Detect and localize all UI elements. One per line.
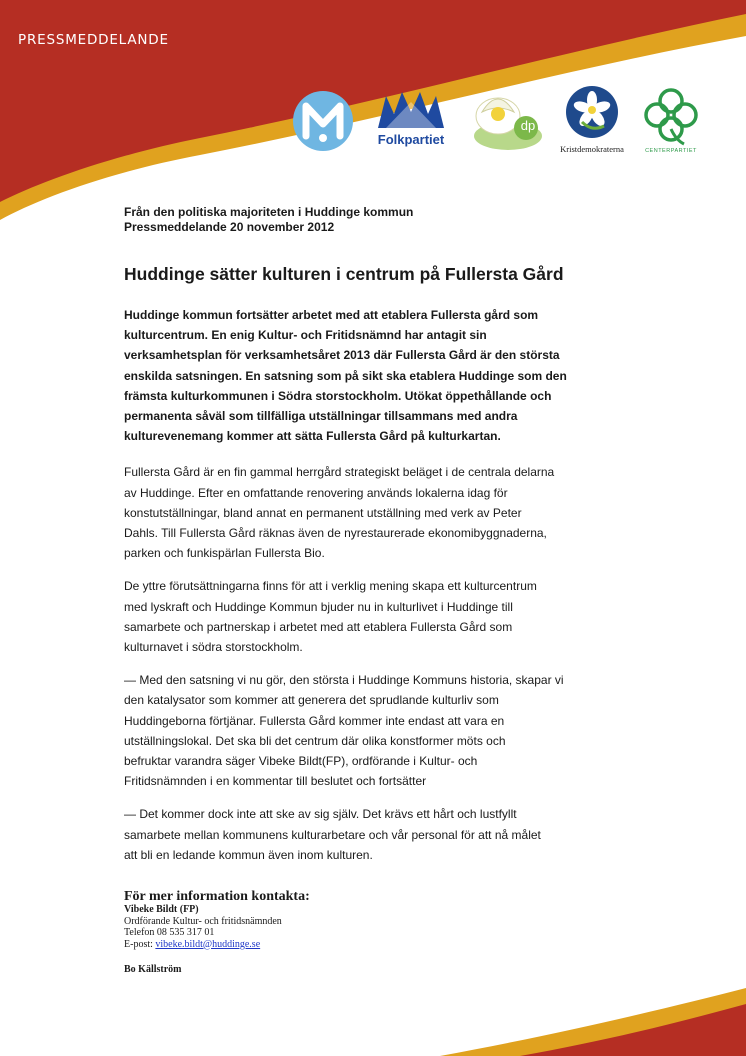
body-paragraph-3: — Med den satsning vi nu gör, den största i Huddinge Kommuns historia, skapar vi den katalysator som kommer att generera det sprudlande kulturliv som Huddingeborna förtjänar. Fullersta Gård kommer inte endast att vara en utställningslokal. Det ska bli det centrum där olika konstformer möts och befruktar varandra säger Vibeke Bildt(FP), ordförande i Kultur- och Fritidsnämnden i en kommentar till beslutet och fortsätter bbox=[124, 673, 564, 789]
contact-title: Ordförande Kultur- och fritidsnämnden bbox=[124, 915, 282, 927]
source-line: Från den politiska majoriteten i Huddinge kommun bbox=[124, 205, 414, 219]
header-label: PRESSMEDDELANDE bbox=[18, 32, 169, 48]
centerpartiet-clover-logo-icon bbox=[640, 84, 702, 160]
kristdemokraterna-caption: Kristdemokraterna bbox=[560, 144, 624, 154]
contact-email-link[interactable]: vibeke.bildt@huddinge.se bbox=[155, 938, 261, 950]
contact-phone: Telefon 08 535 317 01 bbox=[124, 927, 215, 939]
centerpartiet-caption: CENTERPARTIET bbox=[645, 148, 697, 154]
contact-block bbox=[124, 889, 604, 976]
folkpartiet-logo-icon bbox=[372, 88, 450, 152]
contact-name: Vibeke Bildt (FP) bbox=[124, 904, 199, 916]
body-paragraph-2: De yttre förutsättningarna finns för att i verklig mening skapa ett kulturcentrum med lyskraft och Huddinge Kommun bjuder nu in kulturlivet i Huddinge till samarbete och partnerskap i arbetet med att etablera Fullersta Gård som kulturnavet i södra storstockholm. bbox=[124, 579, 537, 655]
dp-waterlily-logo-icon bbox=[462, 82, 546, 154]
moderaterna-logo-icon bbox=[292, 90, 354, 152]
body-paragraph-1: Fullersta Gård är en fin gammal herrgård strategiskt beläget i de centrala delarna av Huddinge. Efter en omfattande renovering används lokalerna idag för konstutställningar, bland annat en permanent utställning med verk av Peter Dahls. Till Fullersta Gård räknas även de nyrestaurerade ekonomibyggnaderna, parken och funkispärlan Fullersta Bio. bbox=[124, 465, 555, 561]
contact-heading: För mer information kontakta: bbox=[124, 889, 310, 905]
page-title: Huddinge sätter kulturen i centrum på Fullersta Gård bbox=[124, 264, 564, 284]
body-paragraph-4: — Det kommer dock inte att ske av sig själv. Det krävs ett hårt och lustfyllt samarbete mellan kommunens kulturarbetare och vår personal för att nå målet att bli en ledande kommun även inom kulturen. bbox=[124, 807, 541, 862]
contact-name-2: Bo Källström bbox=[124, 964, 182, 976]
kristdemokraterna-logo-icon bbox=[552, 82, 632, 158]
press-release-body bbox=[124, 205, 604, 976]
contact-email-label: E-post: bbox=[124, 938, 156, 950]
dp-caption: dp bbox=[520, 118, 536, 133]
release-date-line: Pressmeddelande 20 november 2012 bbox=[124, 220, 335, 234]
folkpartiet-caption: Folkpartiet bbox=[377, 132, 445, 147]
lead-paragraph: Huddinge kommun fortsätter arbetet med att etablera Fullersta gård som kulturcentrum. En enig Kultur- och Fritidsnämnd har antagit sin verksamhetsplan för verksamhetsåret 2013 där Fullersta Gård är den största enskilda satsningen. En satsning som på sikt ska etablera Huddinge som den främsta kulturkommunen i Södra storstockholm. Utökat öppethållande och permanenta såväl som tillfälliga utställningar tillsammans med andra kulturevenemang kommer att sätta Fullersta Gård på kulturkartan. bbox=[124, 308, 567, 444]
contact-email-line bbox=[124, 939, 604, 951]
party-logos bbox=[290, 82, 710, 162]
